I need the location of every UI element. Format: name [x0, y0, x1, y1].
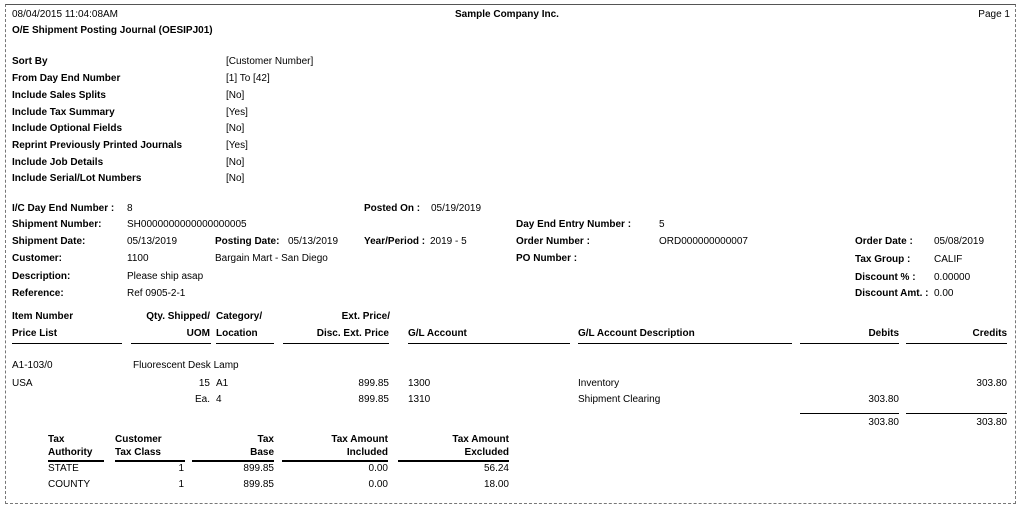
- header-underline: [578, 343, 792, 344]
- ic-day-end-label: I/C Day End Number :: [12, 203, 115, 214]
- customer-label: Customer:: [12, 253, 63, 264]
- discount-amt-label: Discount Amt. :: [855, 288, 929, 299]
- header-underline: [12, 343, 122, 344]
- col-ext-price: Ext. Price/: [341, 311, 390, 322]
- ic-day-end-value: 8: [127, 203, 133, 214]
- posted-on-label: Posted On :: [364, 203, 421, 214]
- order-date-value: 05/08/2019: [934, 236, 985, 247]
- shipment-date-value: 05/13/2019: [127, 236, 178, 247]
- shipment-number-label: Shipment Number:: [12, 219, 102, 230]
- discount-amt-value: 0.00: [934, 288, 954, 299]
- description-value: Please ship asap: [127, 271, 204, 282]
- reference-value: Ref 0905-2-1: [127, 288, 186, 299]
- tax-group-label: Tax Group :: [855, 254, 911, 265]
- report-datetime: 08/04/2015 11:04:08AM: [12, 9, 119, 20]
- order-number-label: Order Number :: [516, 236, 590, 247]
- option-value: [Customer Number]: [226, 56, 314, 67]
- col-gl-account: G/L Account: [408, 328, 467, 339]
- order-date-label: Order Date :: [855, 236, 913, 247]
- po-number-label: PO Number :: [516, 253, 578, 264]
- location: 4: [216, 394, 222, 405]
- shipment-date-label: Shipment Date:: [12, 236, 86, 247]
- discount-pct-label: Discount % :: [855, 272, 916, 283]
- option-label: Include Optional Fields: [12, 123, 123, 134]
- discount-pct-value: 0.00000: [934, 272, 971, 283]
- item-description: Fluorescent Desk Lamp: [133, 360, 239, 371]
- category: A1: [216, 378, 229, 389]
- option-label: Include Sales Splits: [12, 90, 106, 101]
- option-value: [Yes]: [226, 140, 248, 151]
- gl-account: 1300: [408, 378, 431, 389]
- header-underline: [216, 343, 274, 344]
- gl-account: 1310: [408, 394, 431, 405]
- tax-class: 1: [178, 463, 184, 474]
- disc-ext-price: 899.85: [358, 394, 389, 405]
- tax-col-authority: Authority: [48, 447, 93, 458]
- reference-label: Reference:: [12, 288, 64, 299]
- company-name: Sample Company Inc.: [455, 9, 559, 20]
- posting-date-label: Posting Date:: [215, 236, 280, 247]
- header-underline: [283, 343, 389, 344]
- option-label: Reprint Previously Printed Journals: [12, 140, 183, 151]
- year-period-value: 2019 - 5: [430, 236, 467, 247]
- option-value: [No]: [226, 157, 245, 168]
- col-disc-ext-price: Disc. Ext. Price: [316, 328, 389, 339]
- gl-account-desc: Shipment Clearing: [578, 394, 661, 405]
- shipment-number-value: SH0000000000000000005: [127, 219, 247, 230]
- option-value: [1] To [42]: [226, 73, 270, 84]
- tax-col-excluded: Tax Amount: [452, 434, 509, 445]
- option-label: From Day End Number: [12, 73, 121, 84]
- header-underline: [131, 343, 211, 344]
- tax-col-base: Tax: [257, 434, 274, 445]
- ext-price: 899.85: [358, 378, 389, 389]
- option-label: Include Job Details: [12, 157, 104, 168]
- tax-class: 1: [178, 479, 184, 490]
- tax-included: 0.00: [368, 463, 388, 474]
- total-debits: 303.80: [868, 417, 899, 428]
- qty-shipped: 15: [198, 378, 210, 389]
- debit-amount: 303.80: [868, 394, 899, 405]
- tax-col-base: Base: [250, 447, 274, 458]
- tax-group-value: CALIF: [934, 254, 963, 265]
- option-label: Include Tax Summary: [12, 107, 115, 118]
- tax-col-class: Tax Class: [115, 447, 161, 458]
- tax-header-rule: [115, 460, 185, 462]
- credit-amount: 303.80: [976, 378, 1007, 389]
- option-label: Sort By: [12, 56, 48, 67]
- tax-authority: STATE: [48, 463, 79, 474]
- col-category: Category/: [216, 311, 263, 322]
- option-value: [No]: [226, 90, 245, 101]
- col-item-number: Item Number: [12, 311, 74, 322]
- col-gl-account-desc: G/L Account Description: [578, 328, 695, 339]
- tax-base: 899.85: [243, 463, 274, 474]
- report-title: O/E Shipment Posting Journal (OESIPJ01): [12, 25, 213, 36]
- tax-header-rule: [282, 460, 388, 462]
- total-rule: [906, 413, 1007, 414]
- total-credits: 303.80: [976, 417, 1007, 428]
- posting-date-value: 05/13/2019: [288, 236, 339, 247]
- tax-col-included: Tax Amount: [331, 434, 388, 445]
- tax-authority: COUNTY: [48, 479, 91, 490]
- col-credits: Credits: [972, 328, 1007, 339]
- tax-col-excluded: Excluded: [464, 447, 509, 458]
- tax-header-rule: [48, 460, 104, 462]
- page-number: Page 1: [978, 9, 1010, 20]
- tax-excluded: 56.24: [483, 463, 509, 474]
- header-underline: [906, 343, 1007, 344]
- day-end-entry-value: 5: [659, 219, 665, 230]
- tax-col-class: Customer: [115, 434, 162, 445]
- col-uom: UOM: [186, 328, 210, 339]
- order-number-value: ORD000000000007: [659, 236, 748, 247]
- year-period-label: Year/Period :: [364, 236, 426, 247]
- tax-col-included: Included: [346, 447, 388, 458]
- option-value: [Yes]: [226, 107, 248, 118]
- gl-account-desc: Inventory: [578, 378, 620, 389]
- description-label: Description:: [12, 271, 71, 282]
- option-value: [No]: [226, 173, 245, 184]
- item-number: A1-103/0: [12, 360, 53, 371]
- tax-base: 899.85: [243, 479, 274, 490]
- tax-excluded: 18.00: [483, 479, 509, 490]
- customer-number: 1100: [127, 253, 149, 264]
- col-qty-shipped: Qty. Shipped/: [146, 311, 210, 322]
- col-price-list: Price List: [12, 328, 58, 339]
- day-end-entry-label: Day End Entry Number :: [516, 219, 632, 230]
- tax-col-authority: Tax: [48, 434, 65, 445]
- option-label: Include Serial/Lot Numbers: [12, 173, 142, 184]
- header-underline: [408, 343, 570, 344]
- col-location: Location: [216, 328, 258, 339]
- tax-header-rule: [398, 460, 509, 462]
- col-debits: Debits: [868, 328, 899, 339]
- tax-header-rule: [192, 460, 274, 462]
- price-list: USA: [12, 378, 33, 389]
- posted-on-value: 05/19/2019: [431, 203, 482, 214]
- customer-name: Bargain Mart - San Diego: [215, 253, 328, 264]
- tax-included: 0.00: [368, 479, 388, 490]
- total-rule: [800, 413, 899, 414]
- option-value: [No]: [226, 123, 245, 134]
- header-underline: [800, 343, 899, 344]
- uom: Ea.: [194, 394, 210, 405]
